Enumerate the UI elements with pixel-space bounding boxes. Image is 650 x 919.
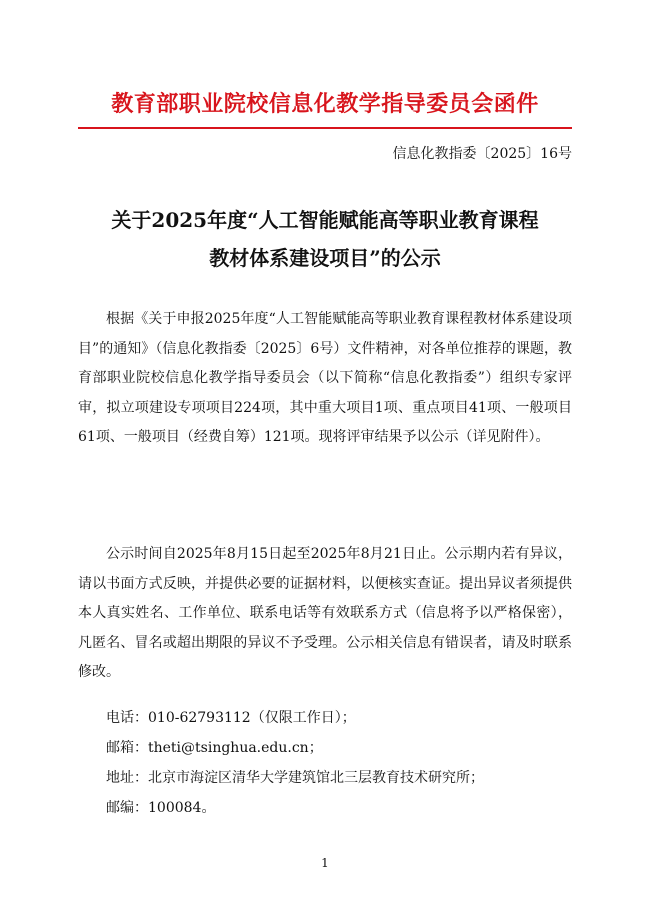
letterhead-divider xyxy=(78,127,572,129)
contact-email: 邮箱：theti@tsinghua.edu.cn； xyxy=(106,740,323,756)
document-title xyxy=(78,201,572,277)
body-paragraph-2: 公示时间自2025年8月15日起至2025年8月21日止。公示期内若有异议，请以书面方式反映，并提供必要的证据材料，以便核实查证。提出异议者须提供本人真实姓名、工作单位、联系电话等有效联系方式（信息将予以严格保密），凡匿名、冒名或超出期限的异议不予受理。公示相关信息有错误者，请及时联系修改。 xyxy=(78,546,572,680)
contact-postcode: 邮编：100084。 xyxy=(106,800,216,816)
letterhead-title: 教育部职业院校信息化教学指导委员会函件 xyxy=(111,91,539,117)
document-number: 信息化教指委〔2025〕16号 xyxy=(392,146,572,162)
body-paragraph-1: 根据《关于申报2025年度“人工智能赋能高等职业教育课程教材体系建设项目”的通知》（信息化教指委〔2025〕6号）文件精神，对各单位推荐的课题，教育部职业院校信息化教学指导委员会（以下简称“信息化教指委”）组织专家评审，拟立项建设专项项目224项，其中重大项目1项、重点项目41项、一般项目61项、一般项目（经费自筹）121项。现将评审结果予以公示（详见附件）。 xyxy=(78,311,572,445)
contact-phone: 电话：010-62793112（仅限工作日）； xyxy=(106,710,356,726)
document-title-line-1: 关于2025年度“人工智能赋能高等职业教育课程 xyxy=(111,208,539,232)
contact-address: 地址：北京市海淀区清华大学建筑馆北三层教育技术研究所； xyxy=(106,770,484,786)
document-title-line-2: 教材体系建设项目”的公示 xyxy=(209,246,441,270)
page-number: 1 xyxy=(321,856,329,870)
